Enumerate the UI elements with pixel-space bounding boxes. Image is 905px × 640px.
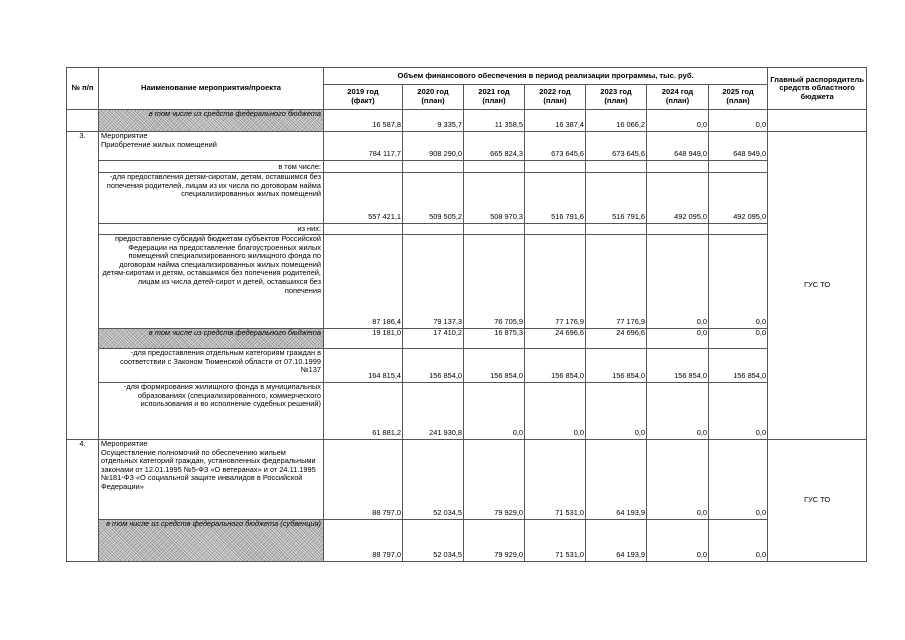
value-2021: 156 854,0: [464, 349, 525, 383]
value-2022: 673 645,6: [525, 132, 586, 161]
value-2023: 24 696,6: [586, 329, 647, 349]
value-2020: 908 290,0: [403, 132, 464, 161]
value-2024: 0,0: [647, 329, 709, 349]
value-2022: 71 531,0: [525, 520, 586, 562]
value-2022: 516 791,6: [525, 173, 586, 224]
row-name: -для предоставления детям-сиротам, детям, оставшимся без попечения родителей, лицам из их числа по договорам найма специализированных жилых помещений: [99, 173, 324, 224]
row-name: Мероприятие Осуществление полномочий по обеспечению жильем отдельных категорий граждан, установленных федеральными законами от 12.01.1995 №5-ФЗ «О ветеранах» и от 24.11.1995 №181-ФЗ «О социальной защите инвалидов в Российской Федерации»: [99, 440, 324, 520]
cell-number: [67, 110, 99, 132]
header-year-2024: 2024 год (план): [647, 85, 709, 110]
value-2022: 77 176,9: [525, 235, 586, 329]
row-name: в том числе из средств федерального бюджета: [99, 110, 324, 132]
value-2022: 156 854,0: [525, 349, 586, 383]
value-2024: 0,0: [647, 235, 709, 329]
value-2019: 164 815,4: [324, 349, 403, 383]
value-2023: 77 176,9: [586, 235, 647, 329]
value-2019: 87 186,4: [324, 235, 403, 329]
value-2020: 52 034,5: [403, 520, 464, 562]
value-2025: 156 854,0: [709, 349, 768, 383]
value-2025: 648 949,0: [709, 132, 768, 161]
value-2020: 241 930,8: [403, 383, 464, 440]
value-2025: 0,0: [709, 110, 768, 132]
value-2022: 16 387,4: [525, 110, 586, 132]
header-name: Наименование мероприятия/проекта: [99, 68, 324, 110]
table-row: [67, 110, 867, 132]
value-2020: 17 410,2: [403, 329, 464, 349]
row-name: в том числе из средств федерального бюджета (субвенция): [99, 520, 324, 562]
value-2019: 16 587,8: [324, 110, 403, 132]
value-2022: 0,0: [525, 383, 586, 440]
table-row: [67, 329, 867, 349]
value-2019: 784 117,7: [324, 132, 403, 161]
header-year-2022: 2022 год (план): [525, 85, 586, 110]
header-year-2020: 2020 год (план): [403, 85, 464, 110]
owner-gus-to: ГУС ТО: [768, 132, 867, 440]
value-2023: 16 066,2: [586, 110, 647, 132]
value-2023: 673 645,6: [586, 132, 647, 161]
row-name: предоставление субсидий бюджетам субъектов Российской Федерации на предоставление благоустроенных жилых помещений специализированного жилищного фонда по договорам найма специализированных жилых помещений детям-сиротам и детям, оставшимся без попечения родителей, лицам из числа детей-сирот и детей, оставшихся без попечения: [99, 235, 324, 329]
value-2020: 79 137,3: [403, 235, 464, 329]
value-2025: 0,0: [709, 440, 768, 520]
value-2024: 0,0: [647, 110, 709, 132]
value-2019: 557 421,1: [324, 173, 403, 224]
header-volume: Объем финансового обеспечения в период реализации программы, тыс. руб.: [324, 68, 768, 85]
value-2021: 0,0: [464, 383, 525, 440]
row-name: -для формирования жилищного фонда в муниципальных образованиях (специализированного, коммерческого использования и во исполнение судебных решений): [99, 383, 324, 440]
value-2023: 0,0: [586, 383, 647, 440]
value-2020: 509 505,2: [403, 173, 464, 224]
value-2019: 19 181,0: [324, 329, 403, 349]
value-2024: 492 095,0: [647, 173, 709, 224]
value-2019: 88 797,0: [324, 520, 403, 562]
value-2025: 0,0: [709, 329, 768, 349]
value-2023: 64 193,9: [586, 520, 647, 562]
header-number: № п/п: [67, 68, 99, 110]
header-year-2023: 2023 год (план): [586, 85, 647, 110]
value-2021: 508 970,3: [464, 173, 525, 224]
table-row: [67, 224, 867, 235]
table-row: [67, 161, 867, 173]
table-row: [67, 383, 867, 440]
value-2023: 64 193,9: [586, 440, 647, 520]
value-2025: 0,0: [709, 235, 768, 329]
value-2021: 79 929,0: [464, 520, 525, 562]
value-2021: 79 929,0: [464, 440, 525, 520]
row-name: из них:: [99, 224, 324, 235]
value-2020: 52 034,5: [403, 440, 464, 520]
value-2023: 156 854,0: [586, 349, 647, 383]
item-number: 4.: [67, 440, 99, 562]
table-row: [67, 235, 867, 329]
table-row: [67, 173, 867, 224]
value-2019: 88 797,0: [324, 440, 403, 520]
value-2021: 76 705,9: [464, 235, 525, 329]
value-2025: 0,0: [709, 383, 768, 440]
value-2020: 156 854,0: [403, 349, 464, 383]
value-2024: 648 949,0: [647, 132, 709, 161]
value-2025: 492 095,0: [709, 173, 768, 224]
header-year-2025: 2025 год (план): [709, 85, 768, 110]
value-2023: 516 791,6: [586, 173, 647, 224]
value-2022: 71 531,0: [525, 440, 586, 520]
owner-gus-to: ГУС ТО: [768, 440, 867, 562]
value-2021: 16 875,3: [464, 329, 525, 349]
row-name: в том числе из средств федерального бюджета: [99, 329, 324, 349]
table-row: [67, 520, 867, 562]
table-row: [67, 349, 867, 383]
value-2019: 61 881,2: [324, 383, 403, 440]
item-number: 3.: [67, 132, 99, 440]
value-2021: 665 824,3: [464, 132, 525, 161]
header-year-2019: 2019 год (факт): [324, 85, 403, 110]
table-row: [67, 440, 867, 520]
row-name: в том числе:: [99, 161, 324, 173]
value-2024: 156 854,0: [647, 349, 709, 383]
value-2022: 24 696,6: [525, 329, 586, 349]
row-name: -для предоставления отдельным категориям граждан в соответствии с Законом Тюменской области от 07.10.1999 №137: [99, 349, 324, 383]
value-2025: 0,0: [709, 520, 768, 562]
value-2021: 11 358,5: [464, 110, 525, 132]
value-2024: 0,0: [647, 520, 709, 562]
header-year-2021: 2021 год (план): [464, 85, 525, 110]
value-2020: 9 335,7: [403, 110, 464, 132]
table-row: [67, 132, 867, 161]
row-name: Мероприятие Приобретение жилых помещений: [99, 132, 324, 161]
header-owner: Главный распорядитель средств областного бюджета: [768, 68, 867, 110]
value-2024: 0,0: [647, 383, 709, 440]
value-2024: 0,0: [647, 440, 709, 520]
owner-cell: [768, 110, 867, 132]
financing-table: [66, 67, 867, 562]
